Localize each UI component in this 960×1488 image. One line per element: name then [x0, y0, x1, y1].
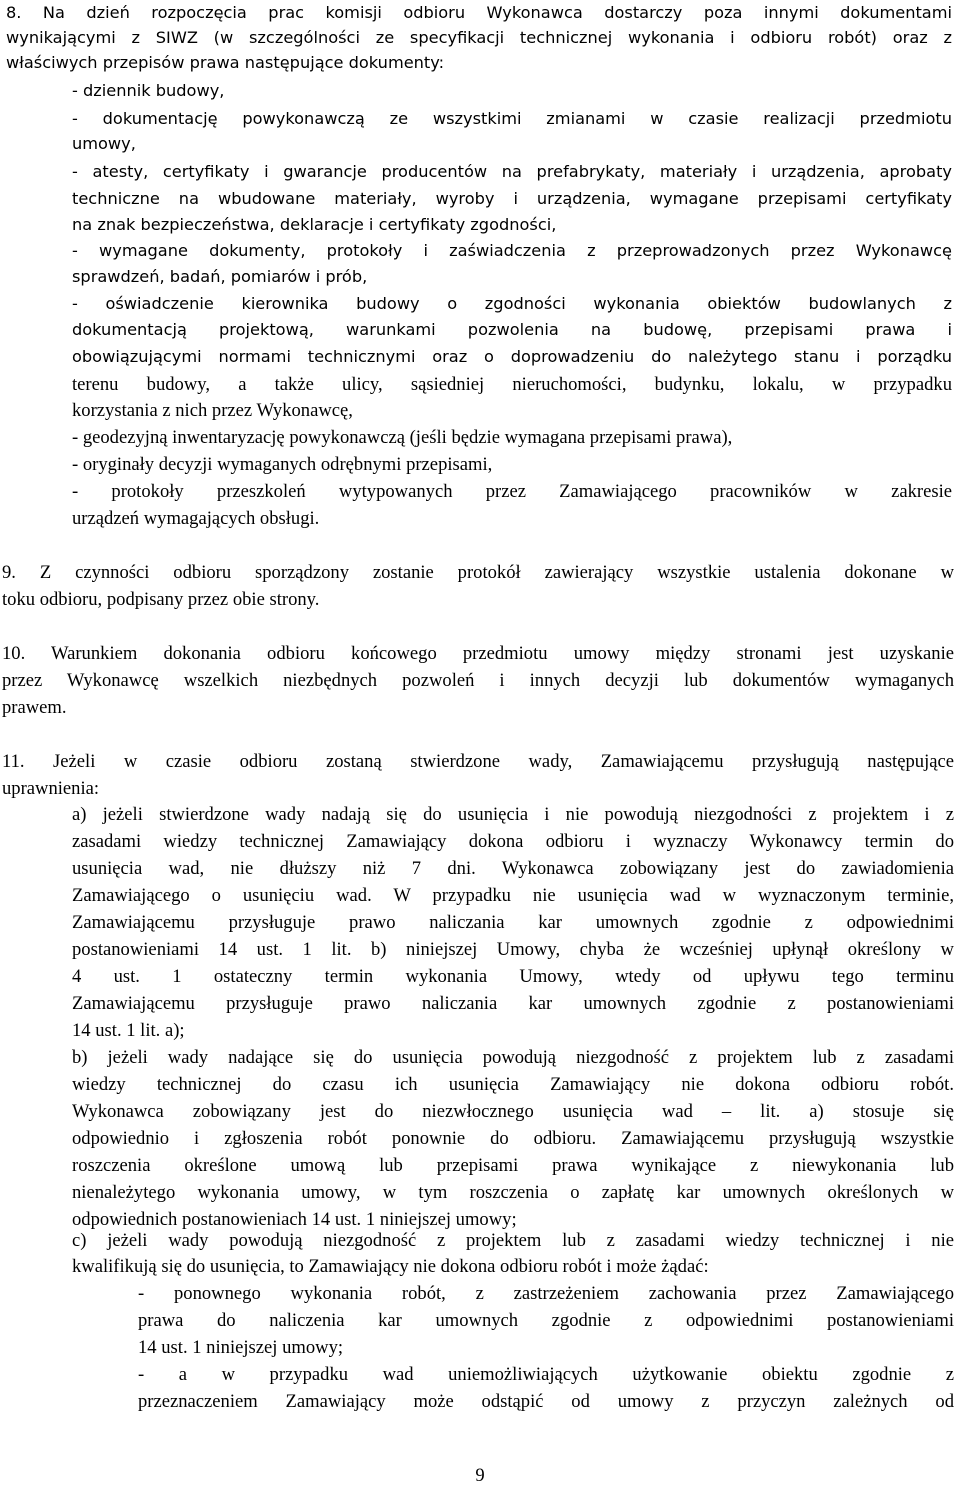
text-line: korzystania z nich przez Wykonawcę,: [72, 400, 353, 421]
text-line: przeznaczeniem Zamawiający może odstąpić od umowy z przyczyn zależnych od: [138, 1391, 954, 1412]
text-line: - ponownego wykonania robót, z zastrzeżeniem zachowania przez Zamawiającego: [138, 1283, 954, 1304]
text-line: nienależytego wykonania umowy, w tym roszczenia o zapłatę kar umownych określonych w: [72, 1182, 954, 1203]
text-line: wynikającymi z SIWZ (w szczególności ze specyfikacji technicznej wykonania i odbioru robót) oraz z: [6, 28, 952, 47]
text-line: umowy,: [72, 134, 136, 153]
text-line: 4 ust. 1 ostateczny termin wykonania Umowy, wtedy od upływu tego terminu: [72, 966, 954, 987]
text-line: uprawnienia:: [2, 778, 100, 799]
text-line: prawa do naliczenia kar umownych zgodnie z odpowiednimi postanowieniami: [138, 1310, 954, 1331]
text-line: - wymagane dokumenty, protokoły i zaświadczenia z przeprowadzonych przez Wykonawcę: [72, 241, 952, 260]
text-line: 10. Warunkiem dokonania odbioru końcowego przedmiotu umowy między stronami jest uzyskanie: [2, 643, 954, 664]
text-line: - a w przypadku wad uniemożliwiających użytkowanie obiektu zgodnie z: [138, 1364, 954, 1385]
text-line: - oryginały decyzji wymaganych odrębnymi przepisami,: [72, 454, 493, 475]
text-line: roszczenia określone umową lub przepisami prawa wynikające z niewykonania lub: [72, 1155, 954, 1176]
text-line: usunięcia wad, nie dłuższy niż 7 dni. Wykonawca zobowiązany jest do zawiadomienia: [72, 858, 954, 879]
text-line: na znak bezpieczeństwa, deklaracje i certyfikaty zgodności,: [72, 215, 557, 234]
text-line: techniczne na wbudowane materiały, wyroby i urządzenia, wymagane przepisami certyfikaty: [72, 189, 952, 208]
text-line: b) jeżeli wady nadające się do usunięcia powodują niezgodność z projektem lub z zasadami: [72, 1047, 954, 1068]
text-line: a) jeżeli stwierdzone wady nadają się do usunięcia i nie powodują niezgodności z projektem i z: [72, 804, 954, 825]
text-line: dokumentacją projektową, warunkami pozwolenia na budowę, przepisami prawa i: [72, 320, 952, 339]
text-line: 14 ust. 1 lit. a);: [72, 1020, 185, 1041]
text-line: - atesty, certyfikaty i gwarancje producentów na prefabrykaty, materiały i urządzenia, aprobaty: [72, 162, 952, 181]
text-line: - oświadczenie kierownika budowy o zgodności wykonania obiektów budowlanych z: [72, 294, 952, 313]
text-line: obowiązującymi normami technicznymi oraz o doprowadzeniu do należytego stanu i porządku: [72, 347, 952, 366]
text-line: zasadami wiedzy technicznej Zamawiający dokona odbioru i wyznaczy Wykonawcy termin do: [72, 831, 954, 852]
text-line: sprawdzeń, badań, pomiarów i prób,: [72, 267, 368, 286]
text-line: terenu budowy, a także ulicy, sąsiedniej nieruchomości, budynku, lokalu, w przypadku: [72, 374, 952, 395]
text-line: Zamawiającego o usunięciu wad. W przypadku nie usunięcia wad w wyznaczonym terminie,: [72, 885, 954, 906]
text-line: Zamawiającemu przysługuje prawo naliczania kar umownych zgodnie z odpowiednimi: [72, 912, 954, 933]
page-number: 9: [475, 1465, 485, 1486]
text-line: prawem.: [2, 697, 67, 718]
text-line: właściwych przepisów prawa następujące dokumenty:: [6, 53, 445, 72]
text-line: 9. Z czynności odbioru sporządzony zostanie protokół zawierający wszystkie ustalenia dokonane w: [2, 562, 954, 583]
text-line: kwalifikują się do usunięcia, to Zamawiający nie dokona odbioru robót i może żądać:: [72, 1256, 709, 1277]
text-line: Wykonawca zobowiązany jest do niezwłocznego usunięcia wad – lit. a) stosuje się: [72, 1101, 954, 1122]
text-line: 14 ust. 1 niniejszej umowy;: [138, 1337, 344, 1358]
text-line: Zamawiającemu przysługuje prawo naliczania kar umownych zgodnie z postanowieniami: [72, 993, 954, 1014]
text-line: c) jeżeli wady powodują niezgodność z projektem lub z zasadami wiedzy technicznej i nie: [72, 1230, 954, 1251]
text-line: toku odbioru, podpisany przez obie strony.: [2, 589, 320, 610]
text-line: - dokumentację powykonawczą ze wszystkimi zmianami w czasie realizacji przedmiotu: [72, 109, 952, 128]
text-line: - geodezyjną inwentaryzację powykonawczą (jeśli będzie wymagana przepisami prawa),: [72, 427, 733, 448]
text-line: - dziennik budowy,: [72, 81, 225, 100]
text-line: 8. Na dzień rozpoczęcia prac komisji odbioru Wykonawca dostarczy poza innymi dokumentami: [6, 3, 952, 22]
text-line: postanowieniami 14 ust. 1 lit. b) niniejszej Umowy, chyba że wcześniej upłynął określony w: [72, 939, 954, 960]
text-line: odpowiednio i zgłoszenia robót ponownie do odbioru. Zamawiającemu przysługują wszystkie: [72, 1128, 954, 1149]
text-line: 11. Jeżeli w czasie odbioru zostaną stwierdzone wady, Zamawiającemu przysługują następujące: [2, 751, 954, 772]
text-line: urządzeń wymagających obsługi.: [72, 508, 320, 529]
text-line: przez Wykonawcę wszelkich niezbędnych pozwoleń i innych decyzji lub dokumentów wymaganych: [2, 670, 954, 691]
text-line: wiedzy technicznej do czasu ich usunięcia Zamawiający nie dokona odbioru robót.: [72, 1074, 954, 1095]
text-line: odpowiednich postanowieniach 14 ust. 1 niniejszej umowy;: [72, 1209, 517, 1230]
text-line: - protokoły przeszkoleń wytypowanych przez Zamawiającego pracowników w zakresie: [72, 481, 952, 502]
